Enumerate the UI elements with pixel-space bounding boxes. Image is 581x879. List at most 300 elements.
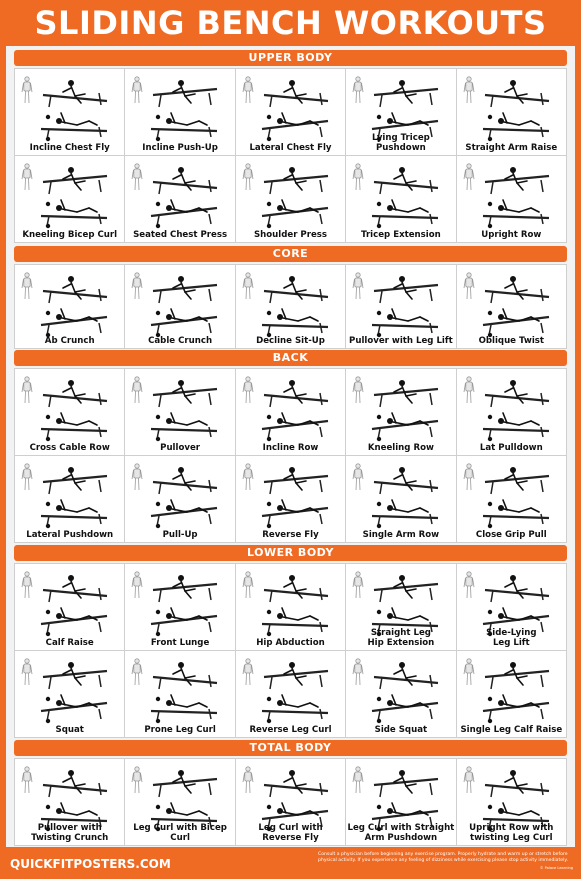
bench-leg-icon xyxy=(99,127,101,137)
exercise-end-pose-icon xyxy=(498,803,539,815)
bench-leg-icon xyxy=(320,93,322,105)
exercise-card xyxy=(125,651,234,737)
anatomy-figure-icon xyxy=(464,659,474,685)
exercise-label: Tricep Extension xyxy=(361,229,441,240)
exercise-label: Incline Chest Fly xyxy=(29,142,110,153)
exercise-label: Leg Curl with Straight Arm Pushdown xyxy=(347,823,455,843)
bench-leg-icon xyxy=(270,291,272,303)
exercise-card xyxy=(15,651,124,737)
bench-rail-icon xyxy=(372,216,438,218)
copyright-text: © Palace Learning xyxy=(539,866,573,870)
step-number-icon xyxy=(377,524,381,528)
section-header: UPPER BODY xyxy=(14,50,567,66)
step-number-icon xyxy=(377,437,381,441)
bench-leg-icon xyxy=(380,291,382,303)
bench-leg-icon xyxy=(270,590,272,602)
bench-leg-icon xyxy=(209,127,211,137)
bench-rail-icon xyxy=(483,516,549,518)
exercise-card xyxy=(125,369,234,455)
bench-leg-icon xyxy=(159,677,161,689)
exercise-label: Close Grip Pull xyxy=(475,529,547,540)
bench-leg-icon xyxy=(270,182,272,194)
bench-leg-icon xyxy=(209,214,211,224)
anatomy-figure-icon xyxy=(132,659,142,685)
bench-leg-icon xyxy=(209,323,211,333)
bench-leg-icon xyxy=(99,289,101,301)
anatomy-figure-icon xyxy=(132,572,142,598)
step-number-icon xyxy=(46,224,50,228)
exercise-card xyxy=(125,69,234,155)
footer xyxy=(0,849,581,879)
bench-leg-icon xyxy=(159,482,161,494)
bench-leg-icon xyxy=(270,395,272,407)
step-number-icon xyxy=(46,311,50,315)
step-number-icon xyxy=(267,311,271,315)
bench-leg-icon xyxy=(430,514,432,524)
bench-leg-icon xyxy=(541,180,543,192)
bench-leg-icon xyxy=(159,182,161,194)
section-header: CORE xyxy=(14,246,567,262)
bench-leg-icon xyxy=(380,395,382,407)
step-number-icon xyxy=(267,719,271,723)
step-number-icon xyxy=(46,610,50,614)
bench-leg-icon xyxy=(541,289,543,301)
exercise-label: Leg Curl with Bicep Curl xyxy=(133,823,227,843)
bench-leg-icon xyxy=(159,785,161,797)
anatomy-figure-icon xyxy=(353,464,363,490)
bench-leg-icon xyxy=(320,180,322,192)
bench-leg-icon xyxy=(49,291,51,303)
exercise-card xyxy=(125,759,234,845)
exercise-end-pose-icon xyxy=(56,413,97,425)
bench-leg-icon xyxy=(320,514,322,524)
anatomy-figure-icon xyxy=(22,77,32,103)
exercise-label: Lat Pulldown xyxy=(479,442,543,453)
bench-leg-icon xyxy=(320,393,322,405)
exercise-label: Cross Cable Row xyxy=(29,442,110,453)
bench-leg-icon xyxy=(430,709,432,719)
step-number-icon xyxy=(267,224,271,228)
step-number-icon xyxy=(156,202,160,206)
step-number-icon xyxy=(377,697,381,701)
step-number-icon xyxy=(487,137,491,141)
exercise-label: Oblique Twist xyxy=(478,335,545,346)
bench-leg-icon xyxy=(430,675,432,687)
anatomy-figure-icon xyxy=(22,273,32,299)
bench-leg-icon xyxy=(541,323,543,333)
exercise-label: Pullover xyxy=(160,442,201,453)
anatomy-figure-icon xyxy=(22,464,32,490)
exercise-end-pose-icon xyxy=(498,200,539,212)
bench-rail-icon xyxy=(372,516,438,518)
bench-leg-icon xyxy=(380,95,382,107)
bench-leg-icon xyxy=(209,514,211,524)
exercise-card xyxy=(236,564,345,650)
exercise-card xyxy=(15,456,124,542)
exercise-end-pose-icon xyxy=(498,413,539,425)
step-number-icon xyxy=(487,719,491,723)
step-number-icon xyxy=(377,502,381,506)
anatomy-figure-icon xyxy=(464,164,474,190)
step-number-icon xyxy=(46,697,50,701)
bench-leg-icon xyxy=(49,182,51,194)
anatomy-figure-icon xyxy=(243,572,253,598)
exercise-card xyxy=(457,69,566,155)
exercise-card xyxy=(236,265,345,348)
bench-leg-icon xyxy=(380,785,382,797)
exercise-end-pose-icon xyxy=(166,413,207,425)
section-header: TOTAL BODY xyxy=(14,740,567,756)
bench-leg-icon xyxy=(380,590,382,602)
step-number-icon xyxy=(156,311,160,315)
exercise-end-pose-icon xyxy=(277,608,318,620)
disclaimer-text: Consult a physician before beginning any exercise program. Properly hydrate and warm up or stretch before physical activity. If you experience any feeling of dizziness while exercising please stop activity immediately. xyxy=(318,852,568,863)
step-number-icon xyxy=(377,115,381,119)
exercise-label: Upright Row with twisting Leg Curl xyxy=(469,823,554,843)
anatomy-figure-icon xyxy=(132,273,142,299)
exercise-label: Side-Lying Leg Lift xyxy=(486,628,537,648)
step-number-icon xyxy=(156,224,160,228)
exercise-end-pose-icon xyxy=(166,113,207,125)
anatomy-figure-icon xyxy=(243,659,253,685)
exercise-card xyxy=(457,369,566,455)
exercise-end-pose-icon xyxy=(277,695,318,707)
bench-leg-icon xyxy=(159,590,161,602)
step-number-icon xyxy=(267,437,271,441)
bench-leg-icon xyxy=(320,675,322,687)
bench-leg-icon xyxy=(541,709,543,719)
step-number-icon xyxy=(46,719,50,723)
bench-leg-icon xyxy=(99,323,101,333)
bench-leg-icon xyxy=(209,93,211,105)
bench-leg-icon xyxy=(209,180,211,192)
exercise-card xyxy=(125,564,234,650)
step-number-icon xyxy=(487,202,491,206)
step-number-icon xyxy=(156,115,160,119)
exercise-card xyxy=(236,651,345,737)
anatomy-figure-icon xyxy=(464,767,474,793)
anatomy-figure-icon xyxy=(243,273,253,299)
bench-leg-icon xyxy=(209,675,211,687)
exercise-card xyxy=(346,456,455,542)
bench-rail-icon xyxy=(372,325,438,327)
exercise-card xyxy=(457,456,566,542)
bench-leg-icon xyxy=(49,95,51,107)
bench-leg-icon xyxy=(320,622,322,632)
exercise-end-pose-icon xyxy=(56,803,97,815)
bench-leg-icon xyxy=(49,785,51,797)
bench-leg-icon xyxy=(320,289,322,301)
anatomy-figure-icon xyxy=(464,464,474,490)
bench-leg-icon xyxy=(99,514,101,524)
exercise-grid xyxy=(14,368,567,543)
exercise-card xyxy=(236,369,345,455)
step-number-icon xyxy=(156,137,160,141)
exercise-card xyxy=(236,69,345,155)
bench-leg-icon xyxy=(380,677,382,689)
step-number-icon xyxy=(156,415,160,419)
exercise-card xyxy=(346,651,455,737)
anatomy-figure-icon xyxy=(353,273,363,299)
step-number-icon xyxy=(487,311,491,315)
step-number-icon xyxy=(46,805,50,809)
section-header: LOWER BODY xyxy=(14,545,567,561)
bench-leg-icon xyxy=(209,289,211,301)
bench-leg-icon xyxy=(320,127,322,137)
exercise-card xyxy=(15,759,124,845)
bench-leg-icon xyxy=(491,482,493,494)
bench-rail-icon xyxy=(151,819,217,821)
bench-leg-icon xyxy=(491,785,493,797)
exercise-label: Incline Push-Up xyxy=(142,142,218,153)
bench-leg-icon xyxy=(320,427,322,437)
step-number-icon xyxy=(487,415,491,419)
exercise-label: Pullover with Leg Lift xyxy=(349,335,453,346)
exercise-grid xyxy=(14,264,567,349)
exercise-label: Pullover with Twisting Crunch xyxy=(31,823,109,843)
anatomy-figure-icon xyxy=(353,377,363,403)
bench-leg-icon xyxy=(99,622,101,632)
exercise-end-pose-icon xyxy=(387,200,428,212)
exercise-label: Kneeling Bicep Curl xyxy=(22,229,118,240)
step-number-icon xyxy=(267,610,271,614)
exercise-card xyxy=(236,156,345,242)
bench-leg-icon xyxy=(430,427,432,437)
bench-leg-icon xyxy=(49,482,51,494)
bench-leg-icon xyxy=(430,783,432,795)
exercise-label: Single Leg Calf Raise xyxy=(460,724,563,735)
exercise-end-pose-icon xyxy=(387,608,428,620)
exercise-end-pose-icon xyxy=(277,309,318,321)
exercise-end-pose-icon xyxy=(387,500,428,512)
bench-leg-icon xyxy=(541,393,543,405)
anatomy-figure-icon xyxy=(353,164,363,190)
exercise-card xyxy=(15,564,124,650)
step-number-icon xyxy=(487,502,491,506)
step-number-icon xyxy=(156,805,160,809)
step-number-icon xyxy=(46,415,50,419)
exercise-card xyxy=(15,369,124,455)
anatomy-figure-icon xyxy=(22,164,32,190)
step-number-icon xyxy=(267,415,271,419)
step-number-icon xyxy=(46,632,50,636)
step-number-icon xyxy=(487,224,491,228)
exercise-label: Kneeling Row xyxy=(367,442,434,453)
exercise-panel xyxy=(6,46,575,847)
exercise-grid xyxy=(14,563,567,738)
exercise-card xyxy=(457,156,566,242)
bench-rail-icon xyxy=(483,216,549,218)
step-number-icon xyxy=(487,115,491,119)
step-number-icon xyxy=(267,632,271,636)
anatomy-figure-icon xyxy=(243,377,253,403)
step-number-icon xyxy=(46,202,50,206)
bench-leg-icon xyxy=(270,95,272,107)
bench-rail-icon xyxy=(151,429,217,431)
bench-leg-icon xyxy=(209,393,211,405)
bench-leg-icon xyxy=(320,480,322,492)
exercise-label: Lying Tricep Pushdown xyxy=(371,133,430,153)
bench-leg-icon xyxy=(209,622,211,632)
bench-leg-icon xyxy=(99,427,101,437)
bench-rail-icon xyxy=(41,819,107,821)
bench-leg-icon xyxy=(99,675,101,687)
exercise-label: Cable Crunch xyxy=(148,335,213,346)
exercise-label: Ab Crunch xyxy=(44,335,95,346)
exercise-end-pose-icon xyxy=(56,500,97,512)
exercise-card xyxy=(457,759,566,845)
exercise-label: Reverse Fly xyxy=(262,529,319,540)
step-number-icon xyxy=(46,437,50,441)
exercise-label: Shoulder Press xyxy=(253,229,328,240)
section-header: BACK xyxy=(14,350,567,366)
bench-leg-icon xyxy=(541,214,543,224)
bench-leg-icon xyxy=(541,427,543,437)
exercise-card xyxy=(346,265,455,348)
step-number-icon xyxy=(377,805,381,809)
bench-leg-icon xyxy=(99,180,101,192)
exercise-label: Side Squat xyxy=(374,724,428,735)
bench-rail-icon xyxy=(483,129,549,131)
bench-leg-icon xyxy=(541,588,543,600)
step-number-icon xyxy=(377,224,381,228)
exercise-card xyxy=(457,265,566,348)
bench-leg-icon xyxy=(99,480,101,492)
bench-rail-icon xyxy=(41,429,107,431)
bench-leg-icon xyxy=(491,590,493,602)
bench-leg-icon xyxy=(491,395,493,407)
bench-rail-icon xyxy=(262,325,328,327)
bench-rail-icon xyxy=(41,129,107,131)
step-number-icon xyxy=(156,632,160,636)
bench-leg-icon xyxy=(380,182,382,194)
step-number-icon xyxy=(267,502,271,506)
exercise-label: Incline Row xyxy=(262,442,319,453)
anatomy-figure-icon xyxy=(243,464,253,490)
exercise-label: Lateral Chest Fly xyxy=(249,142,332,153)
exercise-label: Single Arm Row xyxy=(362,529,440,540)
bench-leg-icon xyxy=(541,514,543,524)
bench-leg-icon xyxy=(320,323,322,333)
step-number-icon xyxy=(377,311,381,315)
step-number-icon xyxy=(487,437,491,441)
exercise-label: Decline Sit-Up xyxy=(256,335,325,346)
anatomy-figure-icon xyxy=(22,767,32,793)
bench-leg-icon xyxy=(159,95,161,107)
bench-leg-icon xyxy=(270,785,272,797)
bench-leg-icon xyxy=(541,93,543,105)
anatomy-figure-icon xyxy=(464,377,474,403)
exercise-card xyxy=(346,369,455,455)
exercise-grid xyxy=(14,68,567,243)
step-number-icon xyxy=(267,115,271,119)
anatomy-figure-icon xyxy=(22,572,32,598)
bench-leg-icon xyxy=(159,395,161,407)
exercise-end-pose-icon xyxy=(498,113,539,125)
anatomy-figure-icon xyxy=(132,464,142,490)
brand-link[interactable]: QUICKFITPOSTERS.COM xyxy=(10,857,171,871)
exercise-end-pose-icon xyxy=(166,803,207,815)
bench-leg-icon xyxy=(541,480,543,492)
step-number-icon xyxy=(267,697,271,701)
exercise-label: Seated Chest Press xyxy=(133,229,228,240)
exercise-label: Hip Abduction xyxy=(256,637,325,648)
step-number-icon xyxy=(46,502,50,506)
bench-leg-icon xyxy=(270,482,272,494)
step-number-icon xyxy=(156,697,160,701)
exercise-card xyxy=(15,156,124,242)
step-number-icon xyxy=(267,805,271,809)
step-number-icon xyxy=(487,610,491,614)
bench-rail-icon xyxy=(262,624,328,626)
bench-leg-icon xyxy=(209,783,211,795)
exercise-card xyxy=(125,456,234,542)
bench-leg-icon xyxy=(209,427,211,437)
exercise-card xyxy=(346,759,455,845)
exercise-end-pose-icon xyxy=(56,200,97,212)
bench-leg-icon xyxy=(430,323,432,333)
poster-title: SLIDING BENCH WORKOUTS xyxy=(34,4,547,42)
bench-leg-icon xyxy=(99,393,101,405)
exercise-card xyxy=(457,564,566,650)
bench-leg-icon xyxy=(430,480,432,492)
step-number-icon xyxy=(377,202,381,206)
exercise-label: Calf Raise xyxy=(45,637,94,648)
exercise-card xyxy=(346,564,455,650)
exercise-label: Squat xyxy=(55,724,84,735)
bench-leg-icon xyxy=(541,783,543,795)
step-number-icon xyxy=(156,502,160,506)
bench-leg-icon xyxy=(209,480,211,492)
exercise-label: Reverse Leg Curl xyxy=(249,724,332,735)
exercise-card xyxy=(236,759,345,845)
bench-leg-icon xyxy=(491,95,493,107)
anatomy-figure-icon xyxy=(22,377,32,403)
bench-leg-icon xyxy=(99,214,101,224)
bench-leg-icon xyxy=(99,93,101,105)
exercise-label: Prone Leg Curl xyxy=(144,724,216,735)
step-number-icon xyxy=(487,697,491,701)
exercise-end-pose-icon xyxy=(387,309,428,321)
step-number-icon xyxy=(487,805,491,809)
bench-leg-icon xyxy=(49,677,51,689)
exercise-card xyxy=(346,156,455,242)
bench-leg-icon xyxy=(320,783,322,795)
anatomy-figure-icon xyxy=(243,77,253,103)
exercise-label: Straight Leg Hip Extension xyxy=(367,628,435,648)
anatomy-figure-icon xyxy=(464,572,474,598)
exercise-card xyxy=(15,69,124,155)
exercise-card xyxy=(125,156,234,242)
bench-leg-icon xyxy=(491,677,493,689)
step-number-icon xyxy=(377,610,381,614)
exercise-label: Upright Row xyxy=(481,229,542,240)
bench-leg-icon xyxy=(99,709,101,719)
bench-leg-icon xyxy=(49,395,51,407)
bench-leg-icon xyxy=(541,127,543,137)
step-number-icon xyxy=(377,719,381,723)
bench-rail-icon xyxy=(151,129,217,131)
step-number-icon xyxy=(487,524,491,528)
step-number-icon xyxy=(156,524,160,528)
exercise-label: Leg Curl with Reverse Fly xyxy=(258,823,323,843)
exercise-end-pose-icon xyxy=(498,500,539,512)
bench-leg-icon xyxy=(491,291,493,303)
bench-leg-icon xyxy=(99,588,101,600)
bench-rail-icon xyxy=(151,711,217,713)
step-number-icon xyxy=(46,115,50,119)
exercise-card xyxy=(457,651,566,737)
